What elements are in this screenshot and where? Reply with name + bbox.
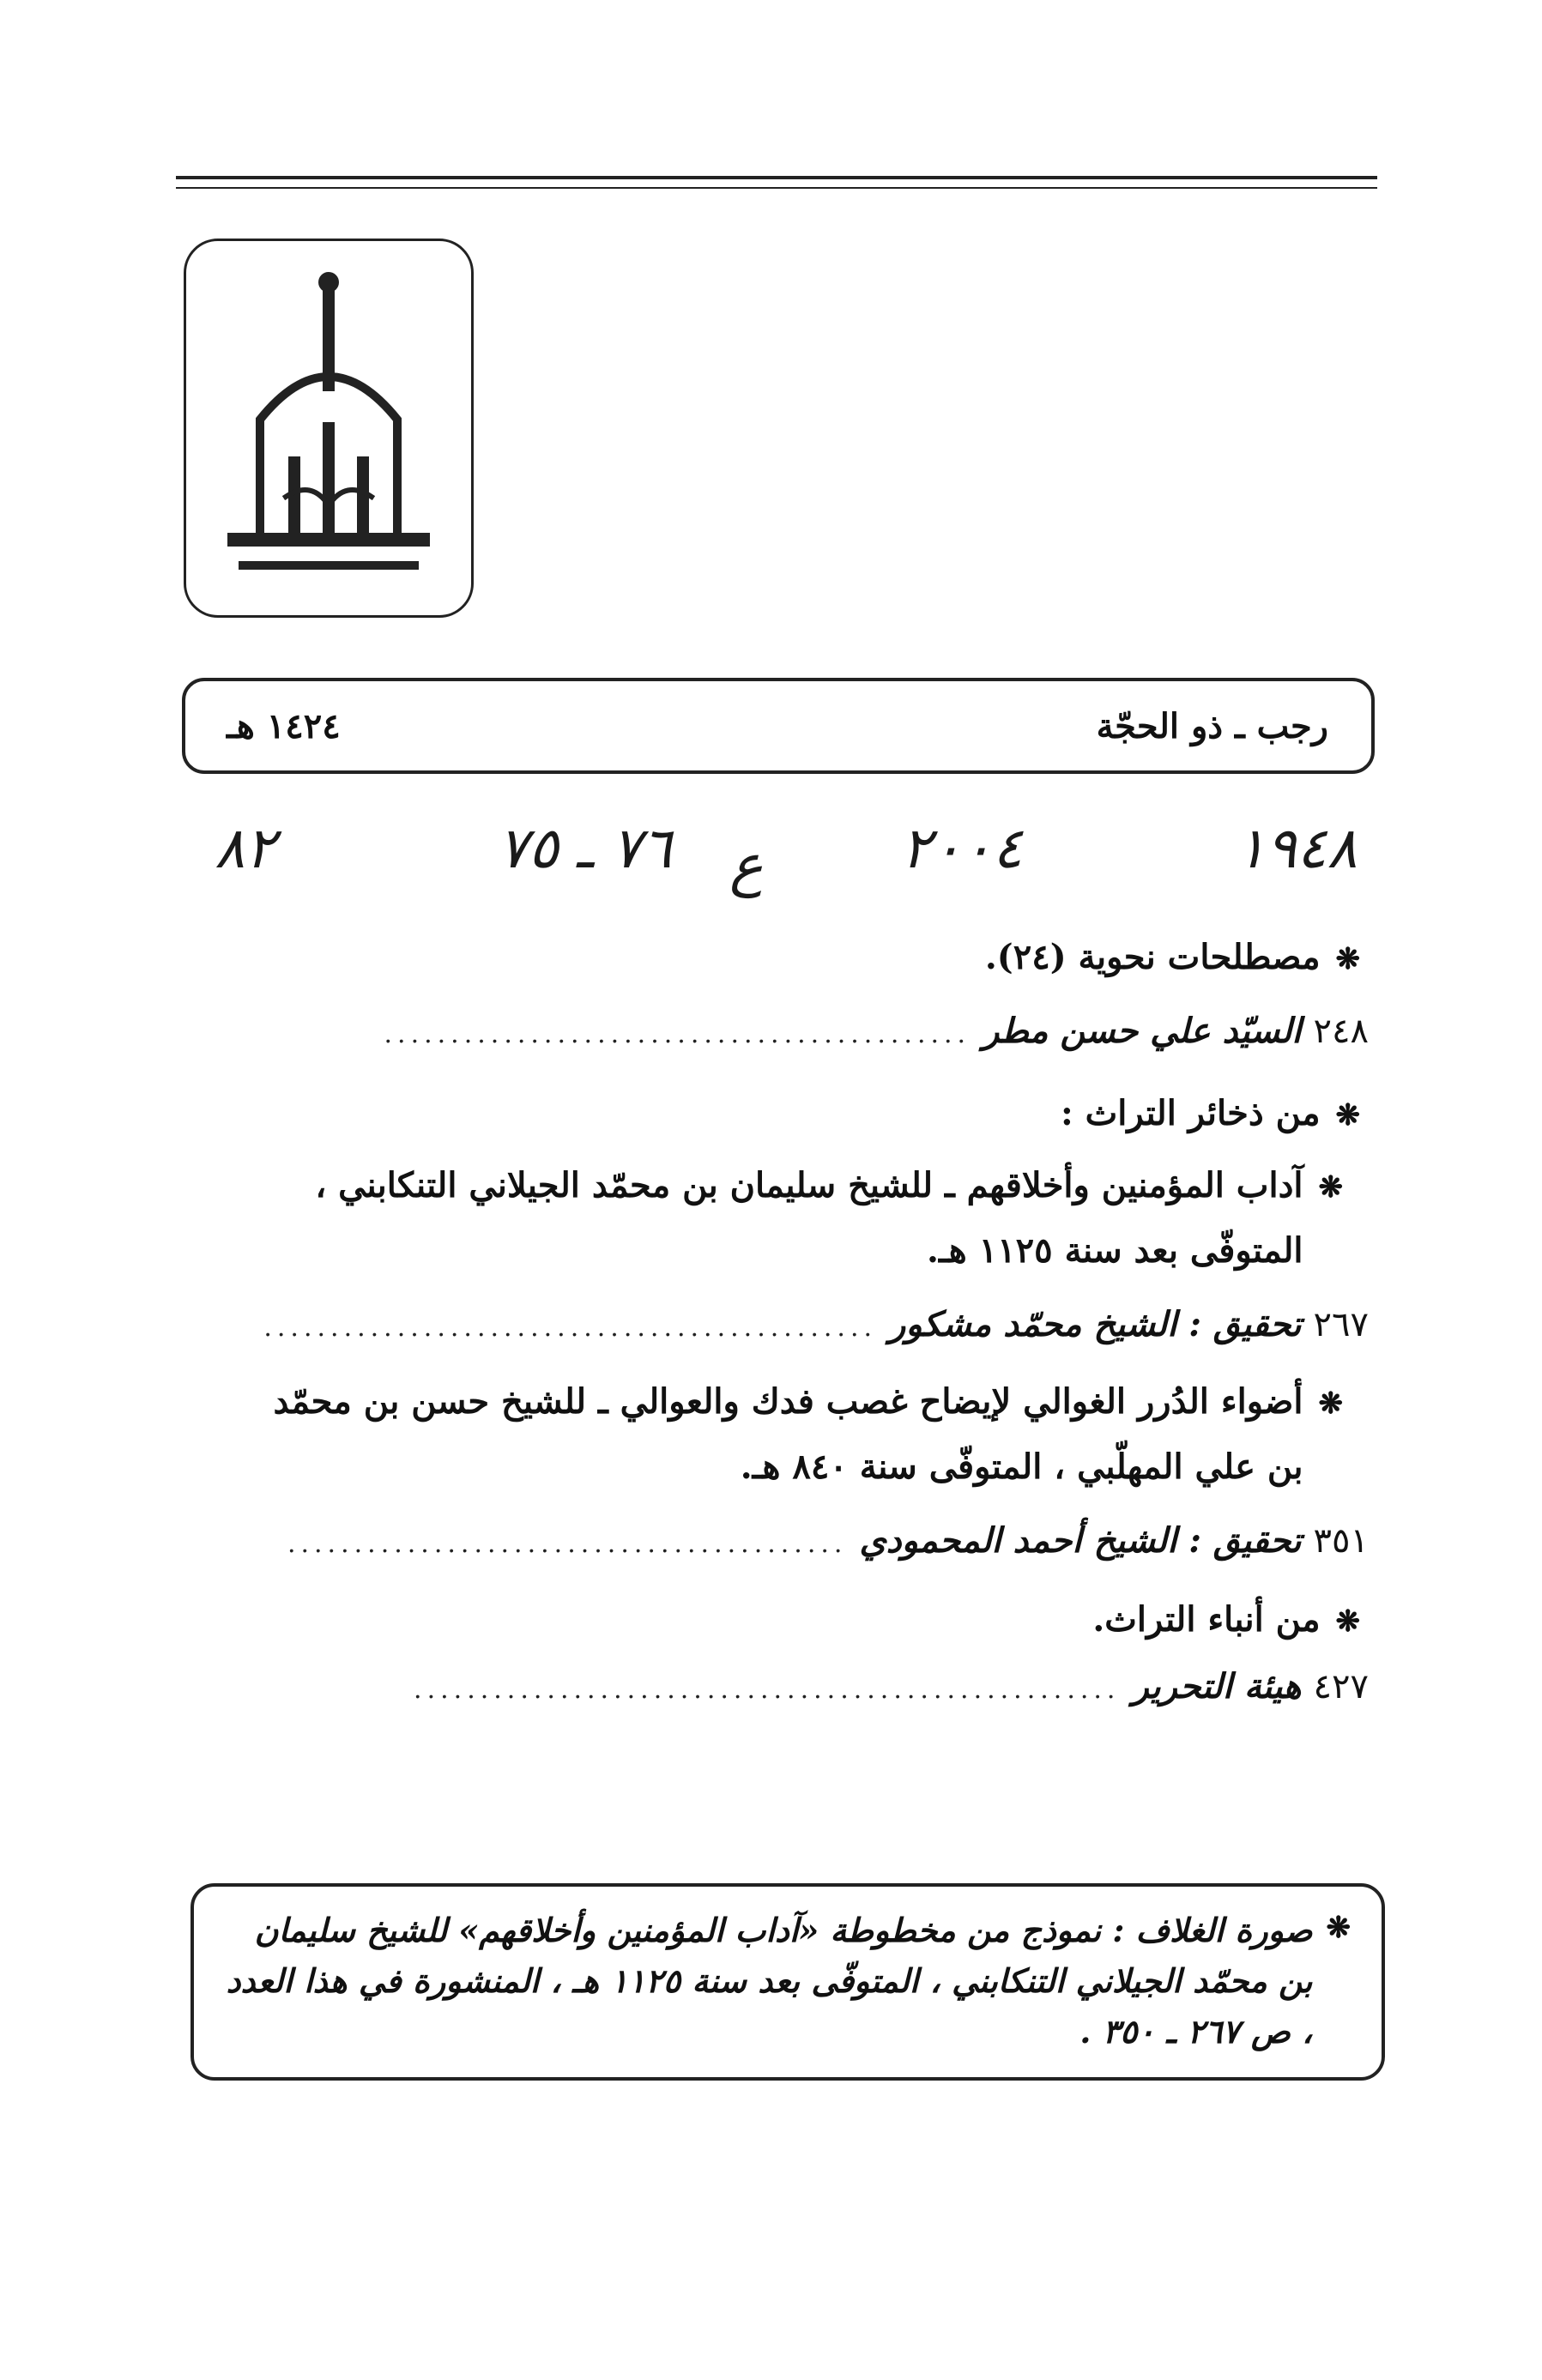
entry-title-text: أضواء الدُرر الغوالي لإيضاح غصب فدك والعوالي ـ للشيخ حسن بن محمّد بن علي المهلّبي ، المتوفّى سنة ٨٤٠ هـ. <box>273 1381 1303 1487</box>
handwritten-note: ٧٦ ـ ٧٥ <box>498 815 673 881</box>
leader-dots: ..................................................... <box>414 1675 1121 1705</box>
handwritten-note: ١٩٤٨ <box>1236 815 1358 881</box>
editor-line <box>172 1302 1369 1347</box>
issue-months: رجب ـ ذو الحجّة <box>1096 705 1328 746</box>
author-name: السيّد علي حسن مطر <box>983 1011 1302 1051</box>
issue-date-bar <box>182 678 1375 774</box>
leader-dots: ............................................ <box>384 1019 971 1049</box>
asterisk-icon: ❋ <box>1326 1911 1351 1945</box>
section-title <box>172 1091 1369 1136</box>
handwritten-annotations <box>215 815 1382 909</box>
asterisk-icon: ❋ <box>1335 942 1360 976</box>
issue-year: ١٤٢٤ هـ <box>227 705 341 746</box>
editor-name: تحقيق : الشيخ محمّد مشكور <box>889 1304 1302 1344</box>
page-number: ٤٢٧ <box>1313 1667 1369 1706</box>
cover-caption-box <box>190 1883 1385 2081</box>
cover-caption-text: صورة الغلاف : نموذج من مخطوطة «آداب المؤمنين وأخلاقهم» للشيخ سليمان بن محمّد الجيلاني التنكابني ، المتوفّى بعد سنة ١١٢٥ هـ ، المنشورة في هذا العدد ، ص ٢٦٧ ـ ٣٥٠ . <box>226 1911 1313 2051</box>
page-number: ٣٥١ <box>1313 1521 1369 1561</box>
asterisk-icon: ❋ <box>1318 1386 1343 1421</box>
handwritten-note: ٢٠٠٤ <box>901 815 1023 881</box>
page-number: ٢٤٨ <box>1313 1012 1369 1051</box>
entry-title <box>172 1369 1369 1500</box>
section-title <box>172 935 1369 980</box>
author-line <box>172 1009 1369 1054</box>
asterisk-icon: ❋ <box>1335 1098 1360 1133</box>
top-rule-thin <box>176 187 1377 189</box>
author-name: هيئة التحرير <box>1132 1666 1302 1706</box>
publisher-logo-graphic <box>200 257 457 600</box>
section-title-text: مصطلحات نحوية (٢٤). <box>984 937 1321 977</box>
publisher-logo <box>184 239 474 618</box>
page-number: ٢٦٧ <box>1313 1305 1369 1344</box>
section-title <box>172 1598 1369 1642</box>
entry-title <box>172 1153 1369 1284</box>
asterisk-icon: ❋ <box>1318 1170 1343 1205</box>
section-title-text: من ذخائر التراث : <box>1060 1093 1321 1133</box>
entry-title-text: آداب المؤمنين وأخلاقهم ـ للشيخ سليمان بن محمّد الجيلاني التنكابني ، المتوفّى بعد سنة ١١٢٥ هـ. <box>315 1165 1303 1271</box>
top-rule <box>176 176 1377 179</box>
handwritten-note: ع <box>729 832 764 898</box>
table-of-contents <box>172 935 1369 1709</box>
leader-dots: .............................................. <box>263 1313 878 1343</box>
leader-dots: .......................................... <box>287 1529 848 1559</box>
asterisk-icon: ❋ <box>1335 1604 1360 1639</box>
editor-line <box>172 1519 1369 1563</box>
author-line <box>172 1664 1369 1709</box>
section-title-text: من أنباء التراث. <box>1092 1599 1321 1640</box>
editor-name: تحقيق : الشيخ أحمد المحمودي <box>859 1520 1302 1561</box>
handwritten-note: ٨٢ <box>215 815 275 881</box>
